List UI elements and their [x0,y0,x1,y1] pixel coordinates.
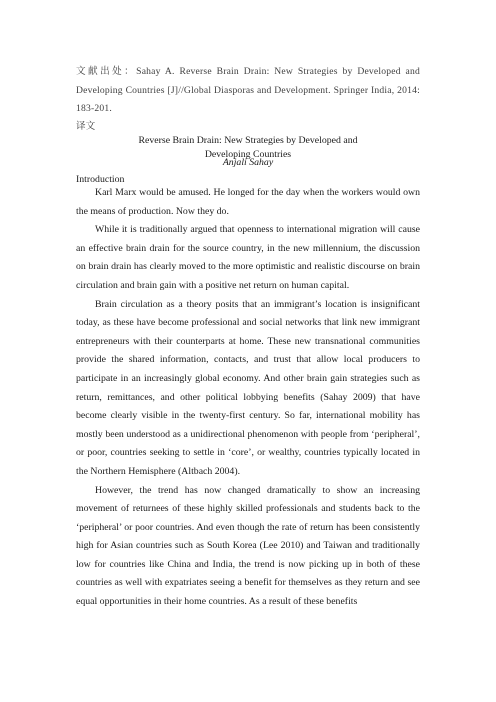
paragraph: However, the trend has now changed dramatically to show an increasing movement of returnees of these highly skilled professionals and students back to the ‘peripheral’ or poor countries. And even though the rate of return has been consistently high for Asian countries such as South Korea (Lee 2010) and Taiwan and traditionally low for countries like China and India, the trend is now picking up in both of these countries as well with expatriates seeing a benefit for themselves as they return and see equal opportunities in their home countries. As a result of these benefits [76,484,420,608]
paragraph: Brain circulation as a theory posits that an immigrant’s location is insignificant today, as these have become professional and social networks that link new immigrant entrepreneurs with their counterparts at home. These new transnational communities provide the shared information, contacts, and trust that allow local producers to participate in an increasingly global economy. And other brain gain strategies such as return, remittances, and other political lobbying benefits (Sahay 2009) that have become clearly visible in the twenty-first century. So far, international mobility has mostly been understood as a unidirectional phenomenon with people from ‘peripheral’, or poor, countries seeking to settle in ‘core’, or wealthy, countries typically located in the Northern Hemisphere (Altbach 2004). [76,298,420,477]
author-name: Anjali Sahay [222,157,274,168]
source-citation: 文献出处：Sahay A. Reverse Brain Drain: New Strategies by Developed and Developing Countries [J]//Global Diasporas and Development. Springer India, 2014: 183-201. [76,66,420,114]
paragraph: Karl Marx would be amused. He longed for the day when the workers would own the means of production. Now they do. [76,187,420,217]
paper-title-line-2: Developing Countries [204,149,292,160]
paragraph: While it is traditionally argued that openness to international migration will cause an effective brain drain for the source country, in the new millennium, the discussion on brain drain has clearly moved to the more optimistic and realistic discourse on brain circulation and brain gain with a positive net return on human capital. [76,224,420,291]
section-heading: Introduction [76,174,125,185]
paper-title-line-1: Reverse Brain Drain: New Strategies by Developed and [138,135,358,146]
translation-label: 译文 [76,121,96,132]
body-text [76,184,420,612]
